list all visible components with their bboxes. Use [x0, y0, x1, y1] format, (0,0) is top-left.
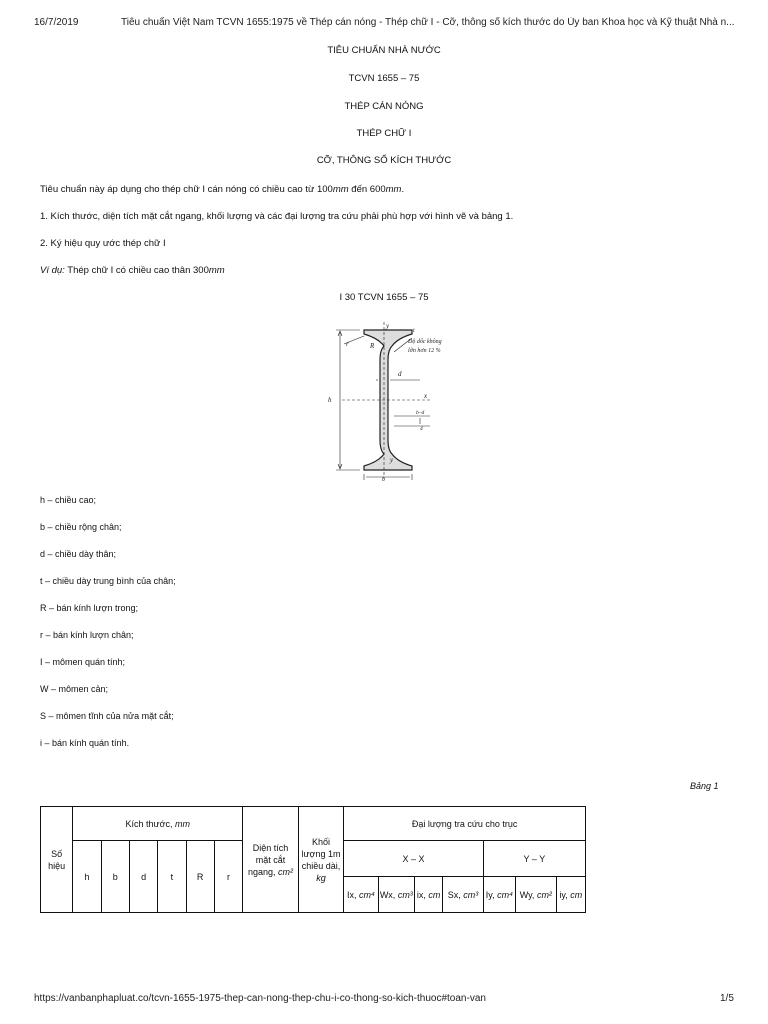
i-beam-cross-section-figure [320, 316, 450, 482]
print-url: https://vanbanphapluat.co/tcvn-1655-1975-thep-can-nong-thep-chu-i-co-thong-so-kich-thuoc#toan-van [34, 993, 486, 1004]
col-Sx: Sx, cm³ [443, 877, 483, 913]
symbol-def: I – mômen quán tính; [40, 657, 126, 667]
fig-label-slope-2: lớn hơn 12 % [408, 348, 441, 354]
col-ix: ix, cm [415, 877, 443, 913]
col-so-hieu: Số hiệu [41, 807, 73, 913]
col-axis-yy: Y – Y [483, 841, 585, 877]
clause-2: 2. Ký hiệu quy ước thép chữ I [40, 238, 166, 249]
print-page-title: Tiêu chuẩn Việt Nam TCVN 1655:1975 về Thép cán nóng - Thép chữ I - Cỡ, thông số kích thước do Ủy ban Khoa học và Kỹ thuật Nhà n... [121, 17, 735, 28]
clause-1: 1. Kích thước, diện tích mặt cắt ngang, khối lượng và các đại lượng tra cứu phải phù hợp với hình vẽ và bảng 1. [40, 211, 514, 222]
col-dim-h: h [73, 841, 101, 913]
doc-heading-sizes: CỠ, THÔNG SỐ KÍCH THƯỚC [316, 155, 452, 166]
symbol-def: r – bán kính lượn chân; [40, 630, 134, 640]
doc-heading-code: TCVN 1655 – 75 [348, 73, 420, 84]
col-kich-thuoc: Kích thước, mm [73, 807, 243, 841]
symbol-def: h – chiều cao; [40, 495, 97, 505]
col-dim-t: t [158, 841, 186, 913]
fig-label-h: h [328, 396, 332, 404]
fig-label-slope-1: Độ dốc không [408, 339, 442, 345]
symbol-def: R – bán kính lượn trong; [40, 603, 138, 613]
fig-label-y: y [386, 322, 390, 330]
col-Iy: Iy, cm⁴ [483, 877, 515, 913]
symbol-def: t – chiều dày trung bình của chân; [40, 576, 176, 586]
col-iy: iy, cm [556, 877, 585, 913]
col-Wx: Wx, cm³ [378, 877, 414, 913]
fig-label-bd-num: b–d [416, 410, 425, 416]
doc-heading-hot-rolled: THÉP CÁN NÓNG [344, 101, 424, 112]
fig-label-d: d [398, 370, 402, 378]
col-dien-tich: Diện tích mặt cắt ngang, cm² [243, 807, 299, 913]
table-1 [40, 806, 586, 913]
designation-example: I 30 TCVN 1655 – 75 [339, 292, 429, 303]
scope-paragraph: Tiêu chuẩn này áp dụng cho thép chữ I cán nóng có chiều cao từ 100mm đến 600mm. [40, 184, 405, 195]
fig-label-t: t [413, 328, 415, 334]
table-caption: Bảng 1 [690, 781, 719, 791]
symbol-def: W – mômen cản; [40, 684, 109, 694]
col-dim-R: R [186, 841, 214, 913]
symbol-def: d – chiều dày thân; [40, 549, 117, 559]
example-line: Ví dụ: Thép chữ I có chiều cao thân 300mm [40, 265, 225, 276]
col-axis-xx: X – X [344, 841, 484, 877]
col-khoi-luong: Khối lượng 1m chiều dài, kg [298, 807, 343, 913]
col-dim-b: b [101, 841, 129, 913]
col-dai-luong: Đại lượng tra cứu cho trục [344, 807, 586, 841]
fig-label-bd-den: 4 [420, 426, 423, 432]
fig-label-R: R [370, 342, 375, 350]
col-Ix: Ix, cm⁴ [344, 877, 378, 913]
col-dim-d: d [129, 841, 157, 913]
doc-heading-i-beam: THÉP CHỮ I [356, 128, 412, 139]
fig-label-y-bottom: y [390, 456, 394, 464]
symbol-def: i – bán kính quán tính. [40, 738, 130, 748]
doc-heading-standard: TIÊU CHUẨN NHÀ NƯỚC [327, 45, 441, 56]
print-page-number: 1/5 [720, 993, 734, 1004]
print-date: 16/7/2019 [34, 17, 79, 28]
col-Wy: Wy, cm² [516, 877, 556, 913]
fig-label-x: x [424, 392, 428, 400]
symbol-def: S – mômen tĩnh của nửa mặt cắt; [40, 711, 174, 721]
fig-label-r: r [346, 340, 349, 348]
symbol-def: b – chiều rộng chân; [40, 522, 122, 532]
col-dim-r: r [214, 841, 242, 913]
fig-label-b: b [382, 477, 385, 482]
